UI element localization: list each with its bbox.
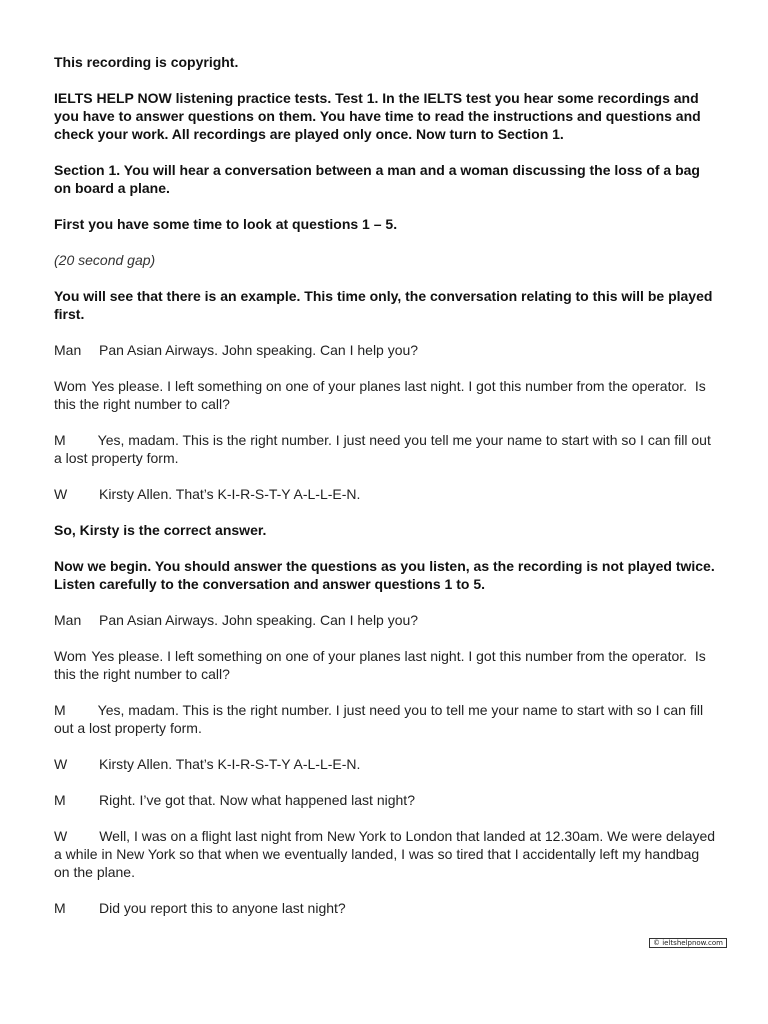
dialog-line (54, 611, 716, 629)
dialog-text: Pan Asian Airways. John speaking. Can I help you? (99, 342, 419, 358)
dialog-text: Pan Asian Airways. John speaking. Can I help you? (99, 612, 419, 628)
copyright-notice: This recording is copyright. (54, 54, 239, 70)
dialog-text: Did you report this to anyone last night? (99, 900, 346, 916)
dialog-line (54, 827, 719, 881)
dialog-text: Yes, madam. This is the right number. I just need you to tell me your name to start with so I can fill out a lost property form. (54, 702, 707, 736)
dialog-text: Well, I was on a flight last night from New York to London that landed at 12.30am. We were delayed a while in New York so that when we eventually landed, I was so tired that I accidentally left my handbag on the plane. (54, 828, 719, 880)
example-answer-note: So, Kirsty is the correct answer. (54, 522, 267, 538)
gap-note: (20 second gap) (54, 252, 156, 268)
intro-instructions: IELTS HELP NOW listening practice tests. Test 1. In the IELTS test you hear some recordings and you have to answer questions on them. You have time to read the instructions and questions and check your work. All recordings are played only once. Now turn to Section 1. (54, 90, 705, 142)
dialog-text: Right. I’ve got that. Now what happened last night? (99, 792, 415, 808)
speaker-label: M (54, 432, 66, 448)
dialog-line (54, 485, 716, 503)
section-1-description: Section 1. You will hear a conversation between a man and a woman discussing the loss of a bag on board a plane. (54, 162, 704, 196)
transcript-page (54, 53, 719, 935)
dialog-line (54, 701, 716, 737)
example-instruction: You will see that there is an example. This time only, the conversation relating to this will be played first. (54, 288, 717, 322)
speaker-label: Wom (54, 378, 87, 394)
dialog-text: Yes, madam. This is the right number. I just need you tell me your name to start with so I can fill out a lost property form. (54, 432, 715, 466)
dialog-line (54, 341, 716, 359)
dialog-text: Yes please. I left something on one of your planes last night. I got this number from the operator. Is this the right number to call? (54, 378, 710, 412)
look-at-questions-instruction: First you have some time to look at questions 1 – 5. (54, 216, 398, 232)
speaker-label: Wom (54, 648, 87, 664)
dialog-text: Kirsty Allen. That’s K-I-R-S-T-Y A-L-L-E-N. (99, 756, 361, 772)
dialog-line (54, 647, 716, 683)
speaker-label: M (54, 900, 66, 916)
dialog-line (54, 755, 716, 773)
begin-instruction: Now we begin. You should answer the questions as you listen, as the recording is not played twice. Listen carefully to the conversation and answer questions 1 to 5. (54, 558, 719, 592)
speaker-label: W (54, 828, 68, 844)
speaker-label: Man (54, 342, 82, 358)
dialog-line (54, 899, 716, 917)
dialog-text: Yes please. I left something on one of your planes last night. I got this number from the operator. Is this the right number to call? (54, 648, 710, 682)
speaker-label: W (54, 486, 68, 502)
dialog-text: Kirsty Allen. That’s K-I-R-S-T-Y A-L-L-E-N. (99, 486, 361, 502)
dialog-line (54, 377, 716, 413)
dialog-line (54, 431, 716, 467)
dialog-line (54, 791, 716, 809)
speaker-label: M (54, 792, 66, 808)
copyright-stamp: © ieltshelpnow.com (649, 938, 727, 948)
speaker-label: Man (54, 612, 82, 628)
speaker-label: W (54, 756, 68, 772)
speaker-label: M (54, 702, 66, 718)
